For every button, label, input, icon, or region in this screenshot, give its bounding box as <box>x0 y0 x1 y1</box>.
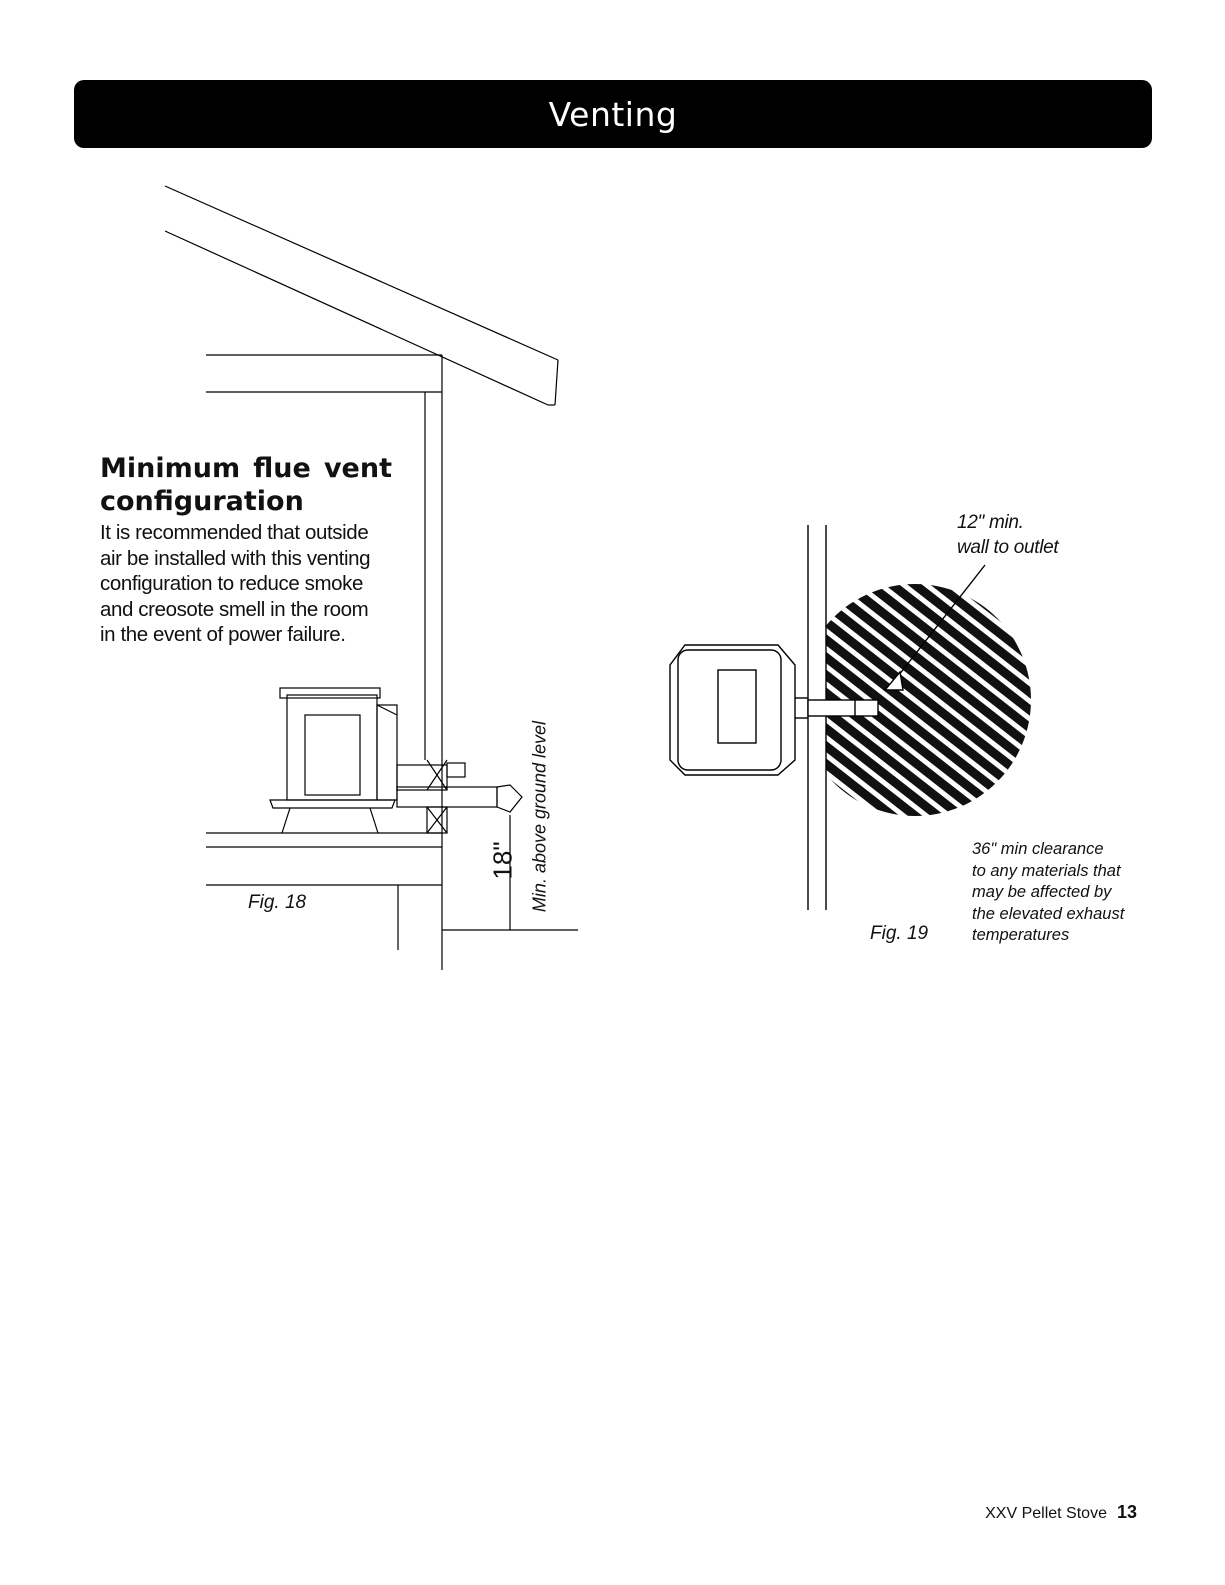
section-body <box>100 520 405 648</box>
product-name: XXV Pellet Stove <box>985 1505 1107 1522</box>
note-line: to any materials that <box>972 861 1121 880</box>
note-line: temperatures <box>972 926 1070 944</box>
body-line: and creosote smell in the room <box>100 597 369 621</box>
note-line: the elevated exhaust <box>972 904 1125 923</box>
heading-word: flue <box>253 453 311 484</box>
body-line: It is recommended that outside <box>100 521 369 544</box>
note-line: 36" min clearance <box>972 840 1104 858</box>
body-line: air be installed with this venting <box>100 546 371 570</box>
outlet-distance-note <box>957 510 1058 560</box>
note-line: 12" min. <box>957 512 1024 533</box>
note-line: wall to outlet <box>957 537 1059 558</box>
body-line: configuration to reduce smoke <box>100 572 364 595</box>
dimension-label: Min. above ground level <box>529 720 550 913</box>
section-heading-line-1 <box>100 452 392 485</box>
section-heading <box>100 452 400 518</box>
page-footer <box>985 1502 1137 1523</box>
note-line: may be affected by <box>972 883 1112 901</box>
page-number: 13 <box>1116 1502 1137 1522</box>
dimension-value: 18" <box>487 841 518 880</box>
fig-19-caption: Fig. 19 <box>870 923 929 944</box>
heading-word: Minimum <box>100 453 241 484</box>
body-line: in the event of power failure. <box>100 623 346 646</box>
clearance-note <box>972 839 1152 947</box>
heading-word: vent <box>323 453 392 484</box>
page-title: Venting <box>548 94 678 134</box>
section-heading-line-2: configuration <box>100 486 304 517</box>
fig-18-caption: Fig. 18 <box>248 892 307 913</box>
